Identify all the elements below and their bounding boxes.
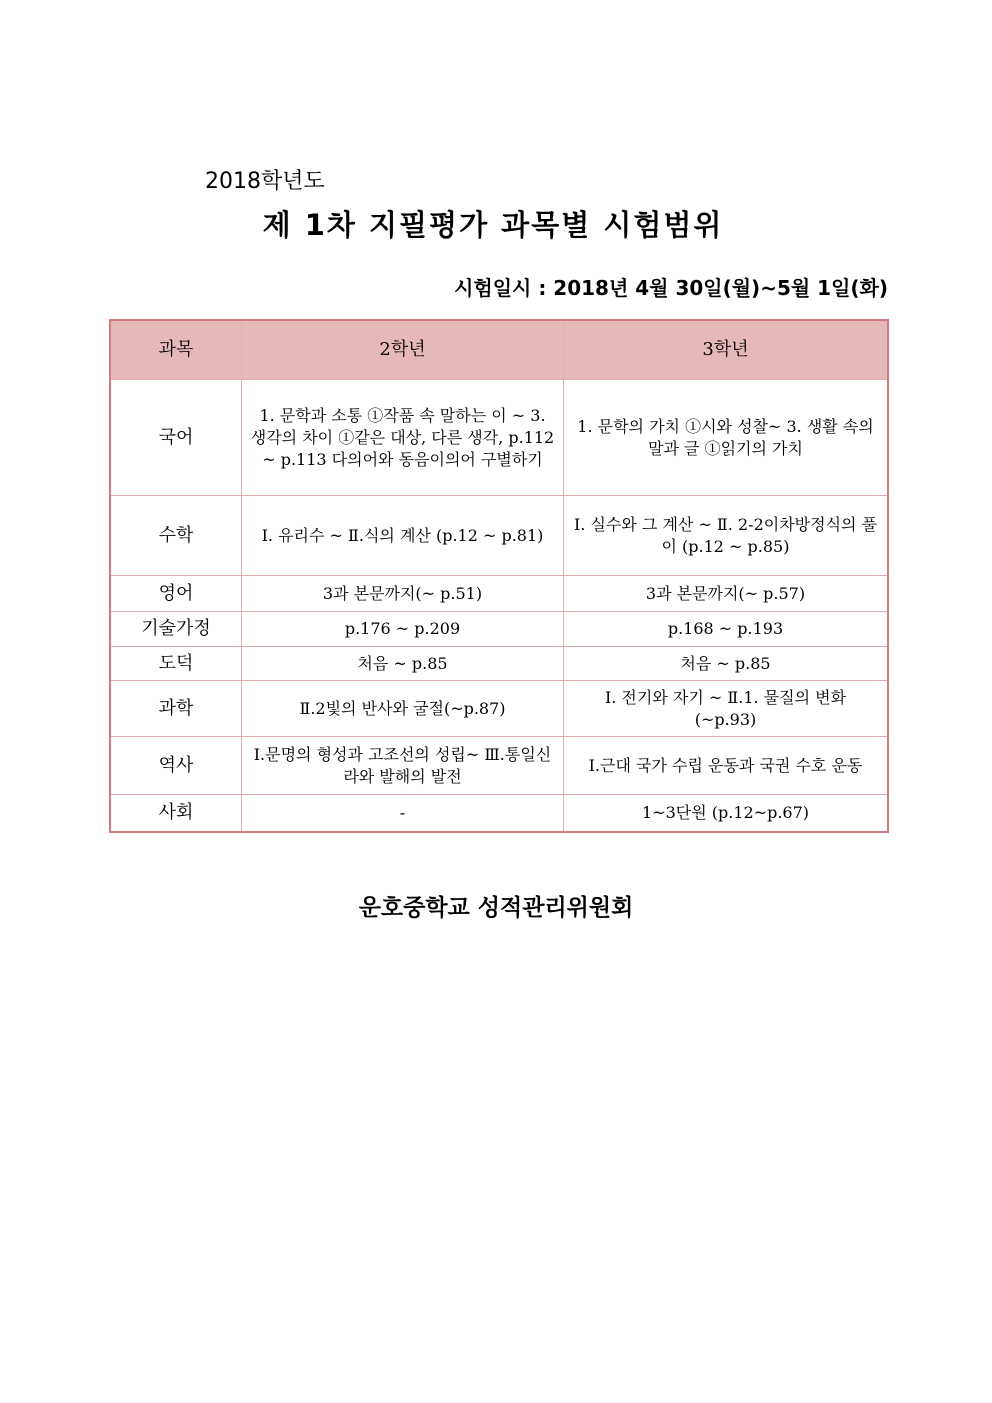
table-row <box>110 496 888 576</box>
grade2-cell: 처음 ~ p.85 <box>242 647 564 681</box>
subject-cell: 영어 <box>110 576 242 612</box>
grade3-cell: 1~3단원 (p.12~p.67) <box>564 795 889 832</box>
table-row <box>110 795 888 832</box>
subject-cell: 국어 <box>110 380 242 496</box>
grade3-cell: Ⅰ. 실수와 그 계산 ~ Ⅱ. 2-2이차방정식의 풀이 (p.12 ~ p.85) <box>564 496 889 576</box>
committee-signature: 운호중학교 성적관리위원회 <box>358 895 634 921</box>
page-title <box>0 203 992 244</box>
grade3-cell: 처음 ~ p.85 <box>564 647 889 681</box>
subject-cell: 역사 <box>110 737 242 795</box>
table-row <box>110 612 888 647</box>
school-year: 2018학년도 <box>205 169 325 194</box>
column-header-subject: 과목 <box>110 320 242 380</box>
table-row <box>110 737 888 795</box>
grade2-cell: - <box>242 795 564 832</box>
grade2-cell: Ⅰ. 유리수 ~ Ⅱ.식의 계산 (p.12 ~ p.81) <box>242 496 564 576</box>
grade2-cell: 1. 문학과 소통 ①작품 속 말하는 이 ~ 3. 생각의 차이 ①같은 대상, 다른 생각, p.112 ~ p.113 다의어와 동음이의어 구별하기 <box>242 380 564 496</box>
grade2-cell: Ⅱ.2빛의 반사와 굴절(~p.87) <box>242 681 564 737</box>
page-title-text: 제 1차 지필평가 과목별 시험범위 <box>262 208 724 242</box>
subject-cell: 기술가정 <box>110 612 242 647</box>
grade3-cell: Ⅰ. 전기와 자기 ~ Ⅱ.1. 물질의 변화 (~p.93) <box>564 681 889 737</box>
grade2-cell: 3과 본문까지(~ p.51) <box>242 576 564 612</box>
subject-cell: 도덕 <box>110 647 242 681</box>
grade3-cell: Ⅰ.근대 국가 수립 운동과 국권 수호 운동 <box>564 737 889 795</box>
grade2-cell: p.176 ~ p.209 <box>242 612 564 647</box>
grade3-cell: p.168 ~ p.193 <box>564 612 889 647</box>
subject-cell: 과학 <box>110 681 242 737</box>
column-header-grade3: 3학년 <box>564 320 889 380</box>
table-header-row <box>110 320 888 380</box>
table-row <box>110 380 888 496</box>
column-header-grade2: 2학년 <box>242 320 564 380</box>
grade2-cell: Ⅰ.문명의 형성과 고조선의 성립~ Ⅲ.통일신라와 발해의 발전 <box>242 737 564 795</box>
table-row <box>110 576 888 612</box>
grade3-cell: 1. 문학의 가치 ①시와 성찰~ 3. 생활 속의 말과 글 ①읽기의 가치 <box>564 380 889 496</box>
table-row <box>110 647 888 681</box>
grade3-cell: 3과 본문까지(~ p.57) <box>564 576 889 612</box>
subject-cell: 수학 <box>110 496 242 576</box>
table-row <box>110 681 888 737</box>
exam-date: 시험일시 : 2018년 4월 30일(월)~5월 1일(화) <box>454 276 888 300</box>
subject-cell: 사회 <box>110 795 242 832</box>
exam-range-table <box>109 319 889 833</box>
